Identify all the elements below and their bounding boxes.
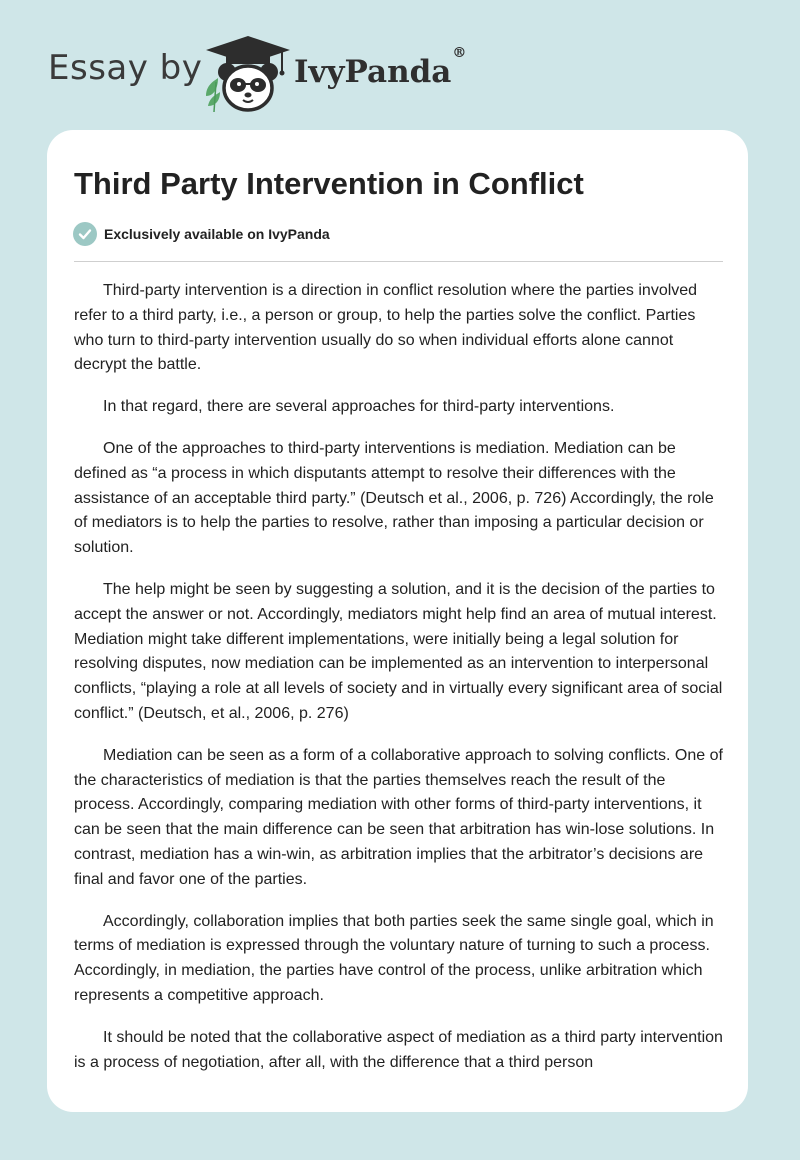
brand-name[interactable] <box>294 44 467 90</box>
paragraph: The help might be seen by suggesting a solution, and it is the decision of the parties to accept the answer or not. Accordingly, mediators might help find an area of mutual interest. Mediation might take different implementations, were initially being a legal solution for resolving disputes, now mediation can be implemented as an intervention to interpersonal conflicts, “playing a role at all levels of society and in virtually every significant area of social conflict.” (Deutsch, et al., 2006, p. 276) <box>74 580 723 722</box>
paragraph: Accordingly, collaboration implies that both parties seek the same single goal, which in terms of mediation is expressed through the voluntary nature of turning to such a process. Accordingly, in mediation, the parties have control of the process, unlike arbitration which represents a competitive approach. <box>74 912 714 1004</box>
exclusive-badge <box>73 222 330 246</box>
site-header <box>0 0 800 130</box>
registered-mark: ® <box>452 44 467 61</box>
paragraph: Mediation can be seen as a form of a collaborative approach to solving conflicts. One of the characteristics of mediation is that the parties themselves reach the result of the process. Accordingly, comparing mediation with other forms of third-party interventions, it can be seen that the main difference can be seen that arbitration has win-lose solutions. In contrast, mediation has a win-win, as arbitration implies that the arbitrator’s decisions are final and favor one of the parties. <box>74 746 723 888</box>
essay-body <box>74 279 726 1092</box>
essay-by-label: Essay by <box>48 48 203 88</box>
paragraph: Third-party intervention is a direction in conflict resolution where the parties involved refer to a third party, i.e., a person or group, to help the parties solve the conflict. Parties who turn to third-party intervention usually do so when individual efforts alone cannot decrypt the battle. <box>74 282 698 374</box>
exclusive-label: Exclusively available on IvyPanda <box>104 226 330 242</box>
panda-graduate-logo-icon[interactable] <box>202 34 294 114</box>
paragraph: It should be noted that the collaborative aspect of mediation as a third party intervention is a process of negotiation, after all, with the difference that a third person <box>74 1028 723 1071</box>
paragraph: One of the approaches to third-party interventions is mediation. Mediation can be defined as “a process in which disputants attempt to resolve their differences with the assistance of an acceptable third party.” (Deutsch et al., 2006, p. 726) Accordingly, the role of mediators is to help the parties to resolve, rather than imposing a particular decision or solution. <box>74 439 714 557</box>
check-icon <box>73 222 97 246</box>
essay-title: Third Party Intervention in Conflict <box>74 166 584 201</box>
paragraph: In that regard, there are several approaches for third-party interventions. <box>103 398 615 416</box>
brand-label: IvyPanda <box>294 54 452 90</box>
divider <box>74 261 723 262</box>
essay-card <box>47 130 748 1112</box>
leaf-icon <box>206 78 220 112</box>
